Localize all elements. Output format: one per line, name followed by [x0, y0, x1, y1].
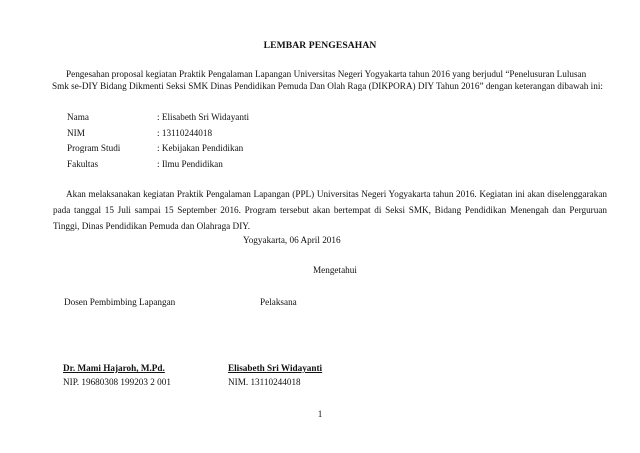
supervisor-nip: NIP. 19680308 199203 2 001 — [63, 377, 171, 387]
intro-line-2: Smk se-DIY Bidang Dikmenti Seksi SMK Dinas Pendidikan Pemuda Dan Olah Raga (DIKPORA) DIY Tahun 2016” dengan keterangan dibawah ini: — [52, 80, 603, 91]
intro-paragraph — [52, 69, 606, 92]
acknowledged-label: Mengetahui — [313, 265, 357, 275]
identity-label: NIM — [67, 127, 85, 138]
identity-label: Fakultas — [67, 158, 99, 169]
executor-label: Pelaksana — [260, 297, 297, 307]
identity-value: : Kebijakan Pendidikan — [157, 143, 244, 154]
identity-value: : Ilmu Pendidikan — [157, 158, 223, 169]
identity-row-name — [67, 112, 249, 128]
identity-value: : 13110244018 — [157, 127, 213, 138]
supervisor-label: Dosen Pembimbing Lapangan — [64, 297, 176, 307]
activity-text: Akan melaksanakan kegiatan Praktik Pengalaman Lapangan (PPL) Universitas Negeri Yogyakarta tahun 2016. Kegiatan ini akan diselenggarakan pada tanggal 15 Juli sampai 15 September 2016. Program tersebut akan bertempat di Seksi SMK, Bidang Pendidikan Menengah dan Perguruan Tinggi, Dinas Pendidikan Pemuda dan Olahraga DIY. — [53, 189, 607, 231]
executor-nim: NIM. 13110244018 — [228, 377, 301, 387]
intro-line-1: Pengesahan proposal kegiatan Praktik Pengalaman Lapangan Universitas Negeri Yogyakarta tahun 2016 yang berjudul “Penelusuran Lulusan — [66, 69, 587, 79]
document-title: LEMBAR PENGESAHAN — [263, 40, 377, 51]
place-date: Yogyakarta, 06 April 2016 — [243, 235, 341, 245]
executor-name: Elisabeth Sri Widayanti — [228, 363, 323, 373]
identity-value: : Elisabeth Sri Widayanti — [157, 112, 250, 122]
identity-row-nim — [67, 128, 249, 144]
identity-label: Nama — [67, 112, 89, 122]
supervisor-name: Dr. Mami Hajaroh, M.Pd. — [63, 363, 165, 373]
identity-row-faculty — [67, 159, 249, 175]
identity-label: Program Studi — [67, 143, 121, 154]
page-number: 1 — [317, 409, 323, 419]
identity-row-program — [67, 143, 249, 159]
identity-table — [67, 112, 249, 174]
activity-paragraph — [53, 186, 607, 234]
